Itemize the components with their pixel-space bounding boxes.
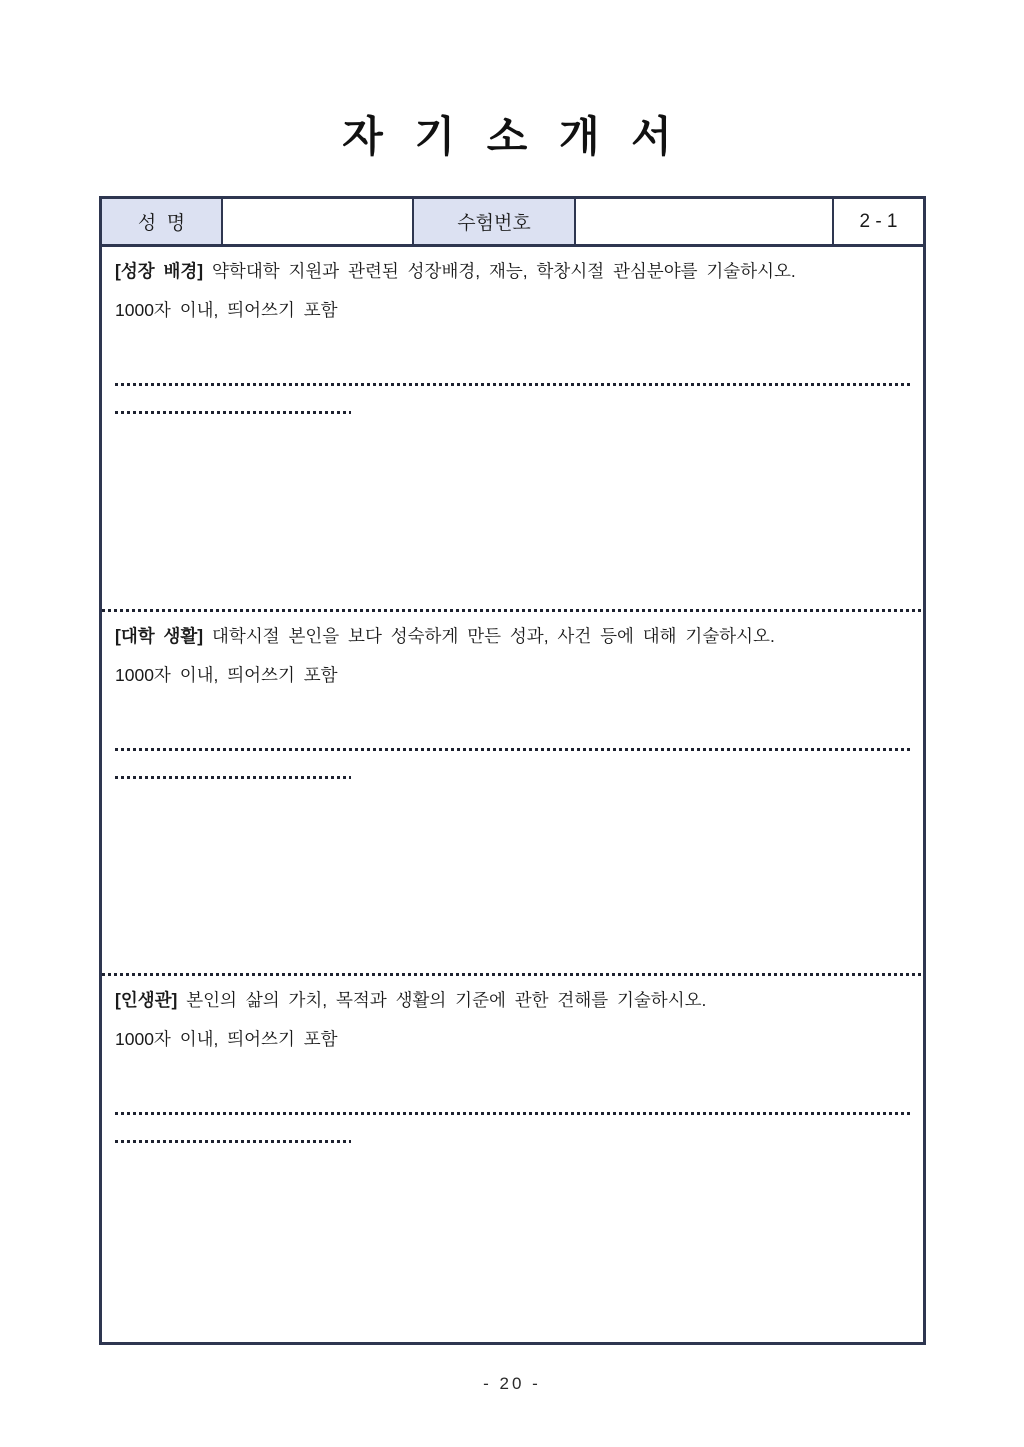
life-values-answer-area[interactable] <box>115 1112 910 1143</box>
answer-guide-line-short <box>115 411 351 414</box>
section-prompt-text: 약학대학 지원과 관련된 성장배경, 재능, 학창시절 관심분야를 기술하시오. <box>203 261 796 281</box>
section-growth-background <box>102 247 923 609</box>
sheet-indicator: 2 - 1 <box>834 199 923 244</box>
answer-guide-line-short <box>115 1140 351 1143</box>
exam-number-field[interactable] <box>576 199 834 244</box>
section-life-values <box>102 976 923 1342</box>
section-college-life <box>102 612 923 973</box>
answer-guide-line-short <box>115 776 351 779</box>
page-number: - 20 - <box>483 1374 541 1393</box>
answer-guide-line <box>115 1112 910 1115</box>
section-prompt-text: 대학시절 본인을 보다 성숙하게 만든 성과, 사건 등에 대해 기술하시오. <box>203 626 775 646</box>
answer-guide-line <box>115 383 910 386</box>
page-title: 자 기 소 개 서 <box>342 113 682 160</box>
answer-guide-line <box>115 748 910 751</box>
college-life-answer-area[interactable] <box>115 748 910 779</box>
section-prompt <box>115 989 910 1011</box>
section-prompt <box>115 625 910 647</box>
section-tag: [인생관] <box>115 990 178 1010</box>
growth-background-answer-area[interactable] <box>115 383 910 414</box>
section-prompt-text: 본인의 삶의 가치, 목적과 생활의 기준에 관한 견해를 기술하시오. <box>177 990 707 1010</box>
section-limit-note: 1000자 이내, 띄어쓰기 포함 <box>115 1029 338 1049</box>
name-field[interactable] <box>223 199 414 244</box>
section-tag: [성장 배경] <box>115 261 204 281</box>
form-header-row <box>102 199 923 247</box>
exam-number-label: 수험번호 <box>414 199 576 244</box>
section-limit-note: 1000자 이내, 띄어쓰기 포함 <box>115 300 338 320</box>
name-label: 성 명 <box>102 199 223 244</box>
section-tag: [대학 생활] <box>115 626 204 646</box>
section-prompt <box>115 260 910 282</box>
self-introduction-form <box>99 196 926 1345</box>
section-limit-note: 1000자 이내, 띄어쓰기 포함 <box>115 665 338 685</box>
